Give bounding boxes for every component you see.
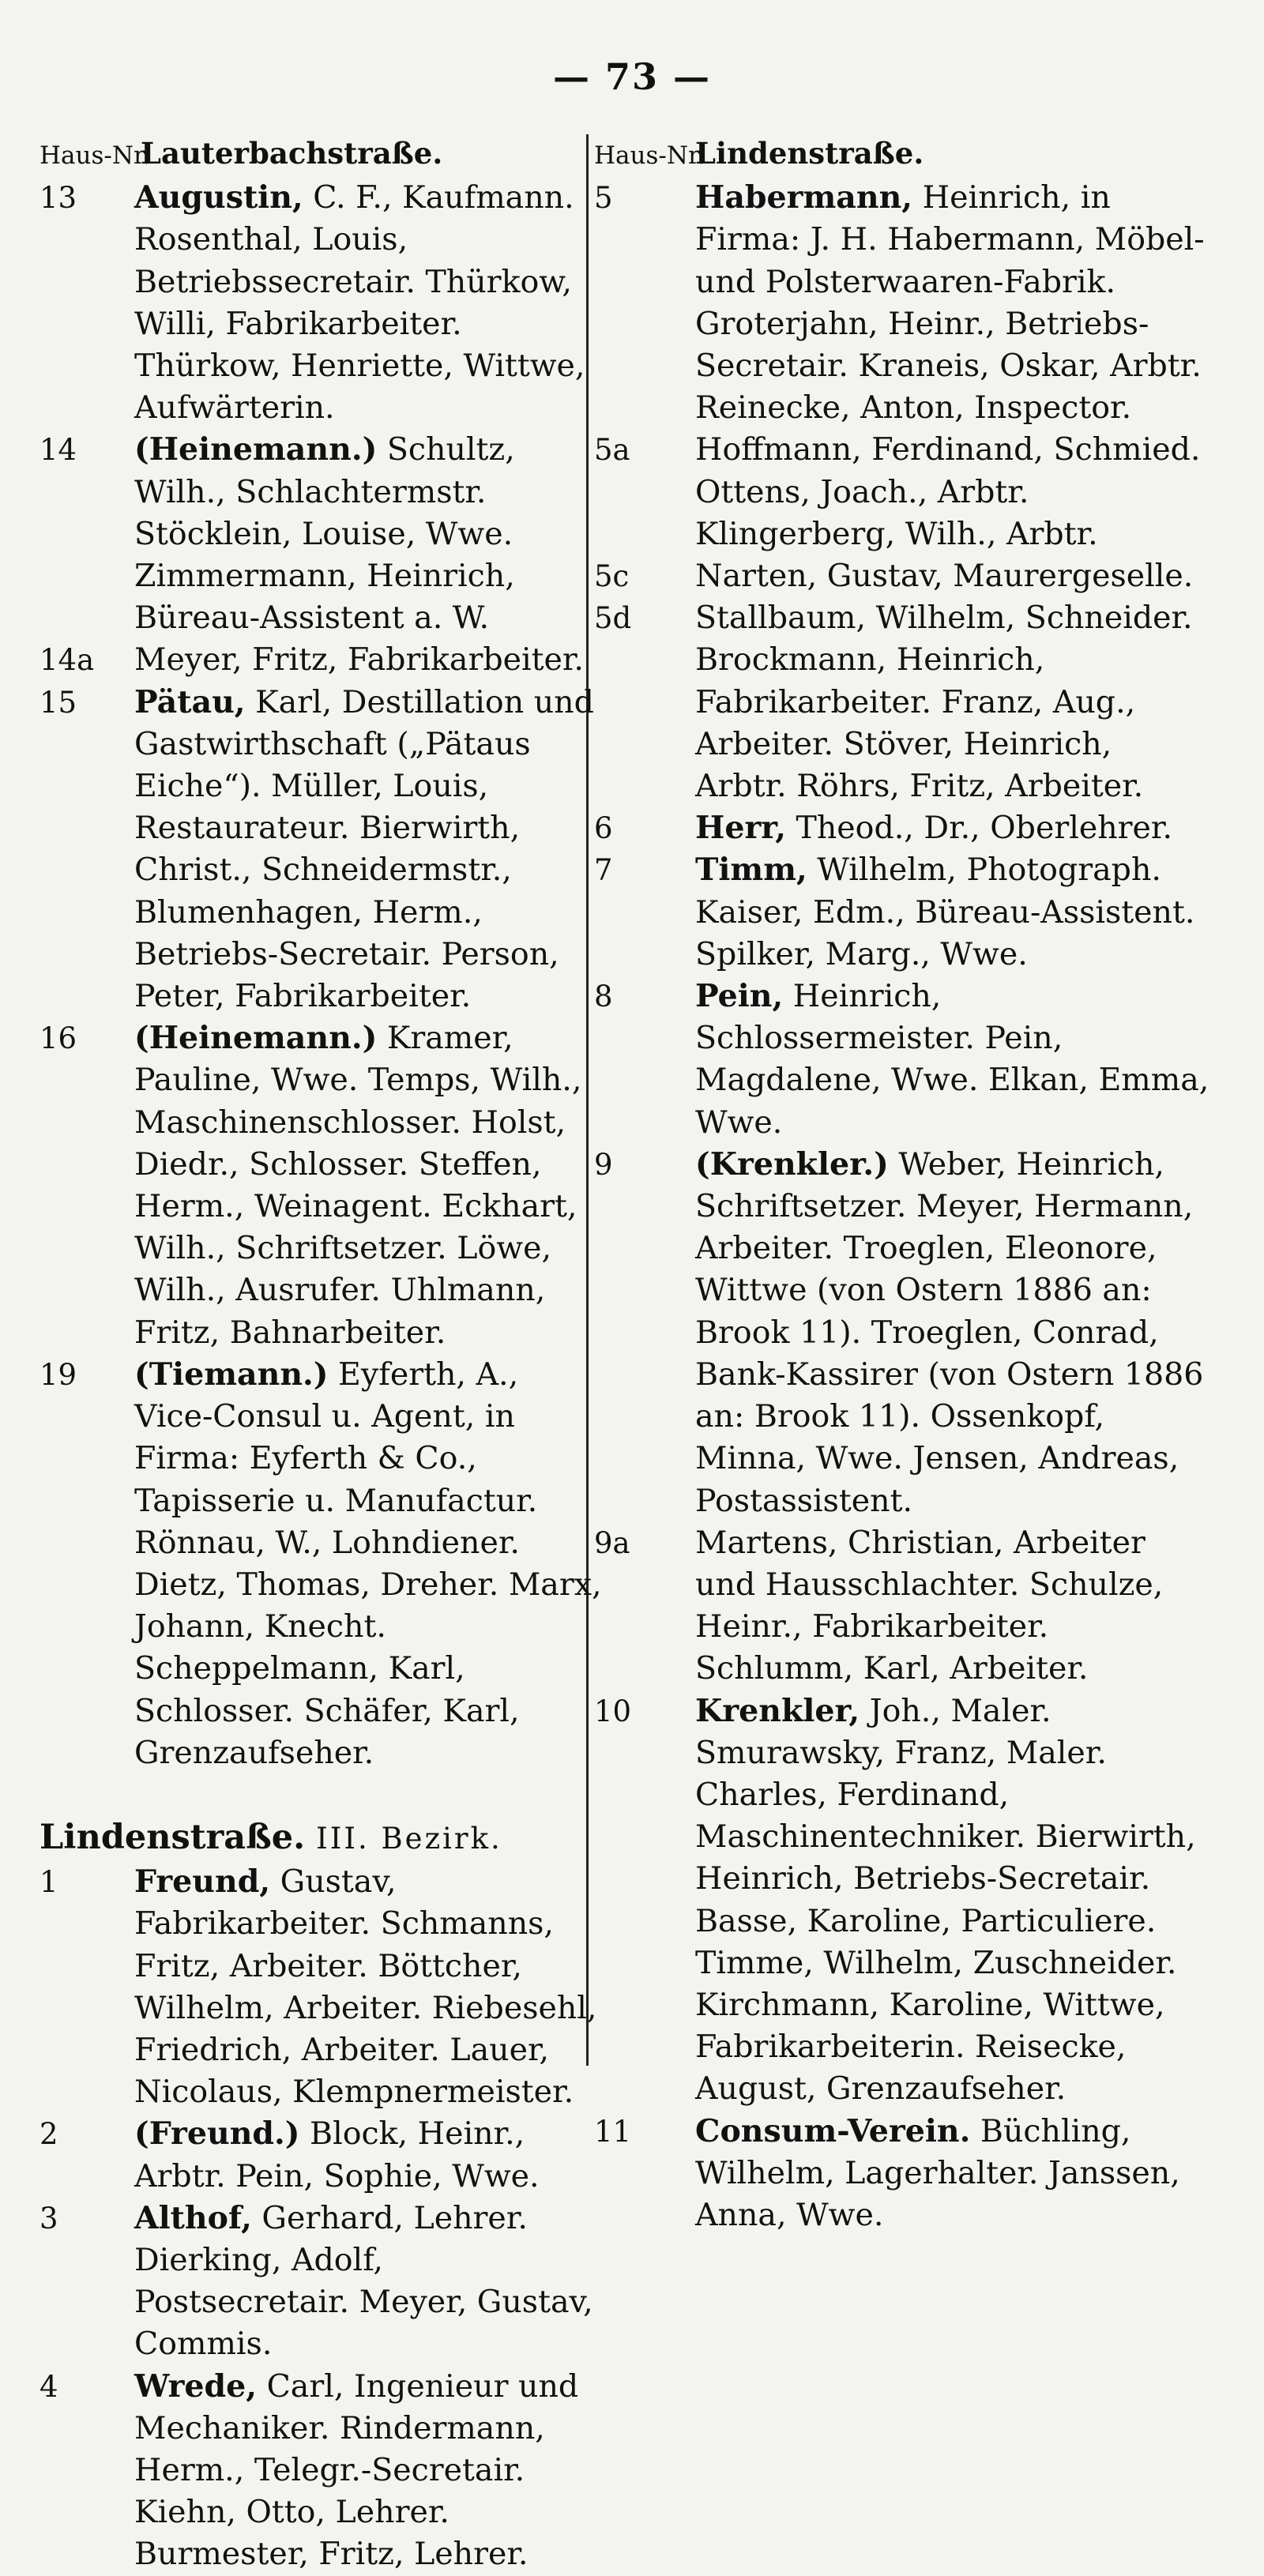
house-number: 2: [40, 2117, 58, 2152]
entry-head: (Heinemann.): [134, 1020, 378, 1057]
district-street-name: Lindenstraße.: [40, 1817, 306, 1857]
address-entry: [594, 2111, 1210, 2237]
house-number: 8: [594, 980, 613, 1014]
house-number: 5a: [594, 433, 630, 468]
entry-text: Gustav, Fabrikarbeiter. Schmanns, Fritz, Arbeiter. Böttcher, Wilhelm, Arbeiter. Riebesehl, Friedrich, Arbeiter. Lauer, Nicolaus, Klempnermeister.: [134, 1863, 597, 2111]
entry-text: Theod., Dr., Oberlehrer.: [785, 810, 1173, 847]
address-entry: [40, 429, 604, 639]
address-entry: [40, 2366, 604, 2576]
entry-text: Block, Heinr., Arbtr. Pein, Sophie, Wwe.: [134, 2115, 540, 2194]
address-entry: [594, 555, 1210, 597]
page-number: — 73 —: [552, 55, 712, 98]
entry-text: Heinrich, in Firma: J. H. Habermann, Möbel- und Polsterwaaren-Fabrik. Groterjahn, Heinr., Betriebs-Secretair. Kraneis, Oskar, Arbtr. Reinecke, Anton, Inspector.: [695, 179, 1205, 427]
right-column-header: [594, 133, 1210, 177]
entry-text: C. F., Kaufmann. Rosenthal, Louis, Betriebssecretair. Thürkow, Willi, Fabrikarbeiter. Thürkow, Henriette, Wittwe, Aufwärterin.: [134, 179, 585, 427]
address-entry: [594, 1522, 1210, 1690]
house-number: 5c: [594, 559, 630, 594]
entry-text: Büchling, Wilhelm, Lagerhalter. Janssen, Anna, Wwe.: [695, 2112, 1180, 2233]
house-number: 10: [594, 1694, 632, 1728]
house-number: 9: [594, 1147, 613, 1182]
entry-head: Timm,: [695, 852, 807, 889]
entry-text: Eyferth, A., Vice-Consul u. Agent, in Firma: Eyferth & Co., Tapisserie u. Manufactur. Rönnau, W., Lohndiener. Dietz, Thomas, Dreher. Marx, Johann, Knecht. Scheppelmann, Karl, Schlosser. Schäfer, Karl, Grenzaufseher.: [134, 1356, 602, 1771]
entry-head: Wrede,: [134, 2367, 258, 2405]
district-label: III. Bezirk.: [316, 1821, 502, 1856]
address-entry: [40, 682, 604, 1018]
address-entry: [594, 976, 1210, 1144]
entry-text: Schultz, Wilh., Schlachtermstr. Stöcklein, Louise, Wwe. Zimmermann, Heinrich, Büreau-Assistent a. W.: [134, 431, 515, 637]
house-number: 5: [594, 181, 613, 216]
entry-text: Kramer, Pauline, Wwe. Temps, Wilh., Maschinenschlosser. Holst, Diedr., Schlosser. Steffen, Herm., Weinagent. Eckhart, Wilh., Schriftsetzer. Löwe, Wilh., Ausrufer. Uhlmann, Fritz, Bahnarbeiter.: [134, 1020, 582, 1351]
house-number: 14a: [40, 643, 95, 678]
house-number: 11: [594, 2114, 632, 2149]
house-number: 5d: [594, 601, 632, 636]
entry-head: Pein,: [695, 978, 784, 1015]
address-entry: [594, 1144, 1210, 1522]
left-column-header: [40, 133, 604, 177]
entry-head: Althof,: [134, 2199, 252, 2236]
entry-text: Heinrich, Schlossermeister. Pein, Magdalene, Wwe. Elkan, Emma, Wwe.: [695, 978, 1209, 1141]
address-entry: [40, 1861, 604, 2113]
entry-text: Martens, Christian, Arbeiter und Hausschlachter. Schulze, Heinr., Fabrikarbeiter. Schlumm, Karl, Arbeiter.: [695, 1524, 1164, 1687]
street-heading: Lauterbachstraße.: [141, 136, 443, 171]
address-entry: [594, 429, 1210, 555]
address-entry: [40, 177, 604, 429]
street-heading: Lindenstraße.: [695, 136, 924, 171]
entry-text: Gerhard, Lehrer. Dierking, Adolf, Postsecretair. Meyer, Gustav, Commis.: [134, 2199, 593, 2363]
address-entry: [40, 2113, 604, 2197]
entry-text: Wilhelm, Photograph. Kaiser, Edm., Büreau-Assistent. Spilker, Marg., Wwe.: [695, 852, 1195, 972]
entry-head: Augustin,: [134, 179, 303, 216]
entry-head: Habermann,: [695, 179, 913, 216]
right-column: [594, 133, 1210, 2236]
address-entry: [594, 849, 1210, 976]
house-number: 3: [40, 2201, 58, 2236]
entry-text: Weber, Heinrich, Schriftsetzer. Meyer, Hermann, Arbeiter. Troeglen, Eleonore, Wittwe (von Ostern 1886 an: Brook 11). Troeglen, Conrad, Bank-Kassirer (von Ostern 1886 an: Brook 11). Ossenkopf, Minna, Wwe. Jensen, Andreas, Postassistent.: [695, 1145, 1204, 1519]
entry-text: Stallbaum, Wilhelm, Schneider. Brockmann, Heinrich, Fabrikarbeiter. Franz, Aug., Arbeiter. Stöver, Heinrich, Arbtr. Röhrs, Fritz, Arbeiter.: [695, 600, 1193, 805]
entry-text: Carl, Ingenieur und Mechaniker. Rindermann, Herm., Telegr.-Secretair. Kiehn, Otto, Lehrer. Burmester, Fritz, Lehrer.: [134, 2367, 579, 2573]
house-number: 13: [40, 181, 77, 216]
entry-head: Herr,: [695, 810, 786, 847]
address-entry: [40, 1354, 604, 1774]
house-number: 9a: [594, 1525, 630, 1560]
house-number: 19: [40, 1357, 77, 1392]
entry-head: (Heinemann.): [134, 431, 378, 468]
entry-head: (Tiemann.): [134, 1356, 329, 1393]
entry-text: Narten, Gustav, Maurergeselle.: [695, 558, 1194, 595]
house-number: 15: [40, 685, 77, 720]
house-number: 1: [40, 1865, 58, 1900]
address-entry: [594, 177, 1210, 429]
house-number: 16: [40, 1021, 77, 1056]
entry-head: Pätau,: [134, 683, 246, 720]
entry-head: Consum-Verein.: [695, 2112, 971, 2149]
district-heading: [40, 1817, 604, 1860]
entry-text: Hoffmann, Ferdinand, Schmied. Ottens, Joach., Arbtr. Klingerberg, Wilh., Arbtr.: [695, 431, 1201, 552]
address-entry: [594, 1690, 1210, 2111]
entry-head: Freund,: [134, 1863, 271, 1901]
entry-head: (Freund.): [134, 2115, 300, 2153]
address-entry: [40, 1017, 604, 1354]
house-number-label: Haus-Nr.: [594, 141, 705, 170]
entry-head: (Krenkler.): [695, 1145, 889, 1183]
entry-text: Meyer, Fritz, Fabrikarbeiter.: [134, 641, 584, 679]
house-number: 14: [40, 433, 77, 468]
address-entry: [40, 639, 604, 681]
entry-text: Joh., Maler. Smurawsky, Franz, Maler. Charles, Ferdinand, Maschinentechniker. Bierwirth, Heinrich, Betriebs-Secretair. Basse, Karoline, Particuliere. Timme, Wilhelm, Zuschneider. Kirchmann, Karoline, Wittwe, Fabrikarbeiterin. Reisecke, August, Grenzaufseher.: [695, 1692, 1196, 2108]
left-column: [40, 133, 604, 2576]
entry-text: Karl, Destillation und Gastwirthschaft („Pätaus Eiche“). Müller, Louis, Restaurateur. Bierwirth, Christ., Schneidermstr., Blumenhagen, Herm., Betriebs-Secretair. Person, Peter, Fabrikarbeiter.: [134, 683, 594, 1015]
house-number: 7: [594, 853, 613, 888]
house-number-label: Haus-Nr.: [40, 141, 151, 170]
address-entry: [40, 2198, 604, 2366]
address-entry: [594, 807, 1210, 849]
house-number: 6: [594, 811, 613, 846]
address-entry: [594, 597, 1210, 807]
house-number: 4: [40, 2369, 58, 2404]
entry-head: Krenkler,: [695, 1692, 860, 1729]
